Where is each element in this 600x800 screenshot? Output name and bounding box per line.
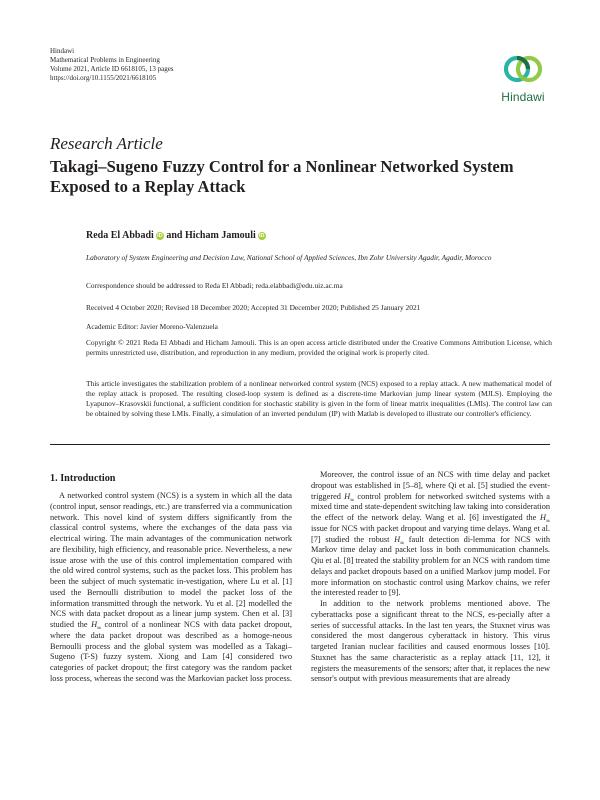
math-h-infinity: $H_\infty$ — [344, 491, 355, 504]
doi-link[interactable]: https://doi.org/10.1155/2021/6618105 — [50, 74, 157, 82]
body-paragraph: In addition to the network problems mentioned above. The cyberattacks pose a significant threat to the NCS, es-pecially after a series of successful attacks. In the last ten years, the Stuxnet virus was considered the most dangerous cyberattack in history. This virus targeted Iranian nuclear facilities and caused enormous losses [10]. Stuxnet has the same characteristic as a replay attack [11, 12], it registers the measurements of the sensors; after that, it replaces the new sensor's output with previous measurements that are already — [311, 599, 550, 684]
body-paragraph — [311, 470, 550, 599]
journal-metadata — [50, 47, 174, 83]
abstract: This article investigates the stabilization problem of a nonlinear networked control system (NCS) exposed to a replay attack. A new mathematical model of the replay attack is proposed. The resulting closed-loop system is defined as a discrete-time Markovian jump linear system (MJLS). Employing the Lyapunov–Krasovskii functional, a sufficient condition for stochastic stability is given in the form of linear matrix inequalities (LMIs). The control law can be obtained by solving these LMIs. Finally, a simulation of an inverted pendulum (IP) with Matlab is developed to illustrate our controller's efficiency. — [86, 379, 552, 418]
orcid-icon[interactable]: iD — [157, 233, 163, 239]
correspondence: Correspondence should be addressed to Reda El Abbadi; reda.elabbadi@edu.uiz.ac.ma — [86, 281, 343, 290]
body-paragraph — [50, 491, 292, 685]
affiliation: Laboratory of System Engineering and Decision Law, National School of Applied Sciences, Ibn Zohr University Agadir, Agadir, Morocco — [86, 253, 492, 262]
hindawi-logo — [496, 51, 550, 107]
orcid-icon[interactable]: iD — [259, 233, 265, 239]
math-h-infinity: $H_\infty$ — [91, 620, 102, 632]
paragraph-text: A networked control system (NCS) is a system in which all the data (control input, sensor readings, etc.) are transferred via a communication network. This novel kind of system differs significantly from the classical control systems, where the exchanges of the data pass via electrical wiring. The main advantages of the communication network are flexibility, high efficiency, and reasonable price. Nevertheless, a new issue arose with the use of this control implementation compared with the old wired control systems, such as the packet loss. This problem has been the subject of much systematic in-vestigation, where Lu et al. [1] used the Bernoulli distribution to model the packet loss of the information transmitted through the network. Yu et al. [2] modelled the NCS with data packet dropout as a linear jump system. Chen et al. [3] studied the — [50, 491, 292, 629]
author-list — [86, 230, 266, 241]
academic-editor: Academic Editor: Javier Moreno-Valenzuela — [86, 322, 218, 331]
article-title: Takagi–Sugeno Fuzzy Control for a Nonlinear Networked System Exposed to a Replay Attack — [50, 157, 514, 196]
copyright-notice: Copyright © 2021 Reda El Abbadi and Hicham Jamouli. This is an open access article distributed under the Creative Commons Attribution License, which permits unrestricted use, distribution, and reproduction in any medium, provided the original work is properly cited. — [86, 338, 552, 357]
paragraph-text: control of a nonlinear NCS with data packet dropout, where the data packet dropout was described as a homoge-neous Bernoulli process and the global system was modelled as a Takagi–Sugeno (T-S) fuzzy system. Xiong and Lam [4] considered two categories of packet dropout; the first category was the random packet loss process, whereas the second was the Markovian packet loss process. — [50, 620, 292, 683]
paragraph-text: issue for NCS with packet dropout and varying time delays. Wang et al. [7] studied the robust — [311, 523, 550, 544]
article-type: Research Article — [50, 134, 163, 153]
journal-name: Mathematical Problems in Engineering — [50, 56, 160, 64]
paragraph-text: control problem for networked switched systems with a mixed time and state-dependent switching law taking into consideration the effect of the network delay. Wang et al. [6] investigated the — [311, 491, 550, 522]
author-name[interactable]: Hicham Jamouli — [184, 230, 256, 241]
body-column-left — [50, 491, 292, 685]
article-dates: Received 4 October 2020; Revised 18 December 2020; Accepted 31 December 2020; Published 25 January 2021 — [86, 303, 421, 312]
author-name[interactable]: Reda El Abbadi — [86, 230, 154, 241]
paragraph-text: Moreover, the control issue of an NCS with time delay and packet dropout was established in [5–8], where Qi et al. [5] studied the event-triggered — [311, 470, 550, 501]
body-column-right — [311, 470, 550, 685]
section-heading: 1. Introduction — [50, 473, 116, 484]
hindawi-logo-icon — [496, 51, 550, 89]
section-divider — [50, 444, 550, 445]
math-h-infinity: $H_\infty$ — [394, 534, 405, 547]
author-connector: and — [166, 230, 183, 241]
publisher-name: Hindawi — [50, 47, 75, 55]
logo-wordmark: Hindawi — [501, 90, 545, 104]
paragraph-text: fault detection di-lemma for NCS with Markov time delay and packet loss in both communication channels. Qiu et al. [8] treated the stability problem for an NCS with random time delays and packet dropouts based on a unified Markov jump model. For more information on stochastic control using Markov chains, we refer the interested reader to [9]. — [311, 534, 550, 598]
math-h-infinity: $H_\infty$ — [540, 513, 550, 525]
volume-line: Volume 2021, Article ID 6618105, 13 pages — [50, 65, 174, 73]
